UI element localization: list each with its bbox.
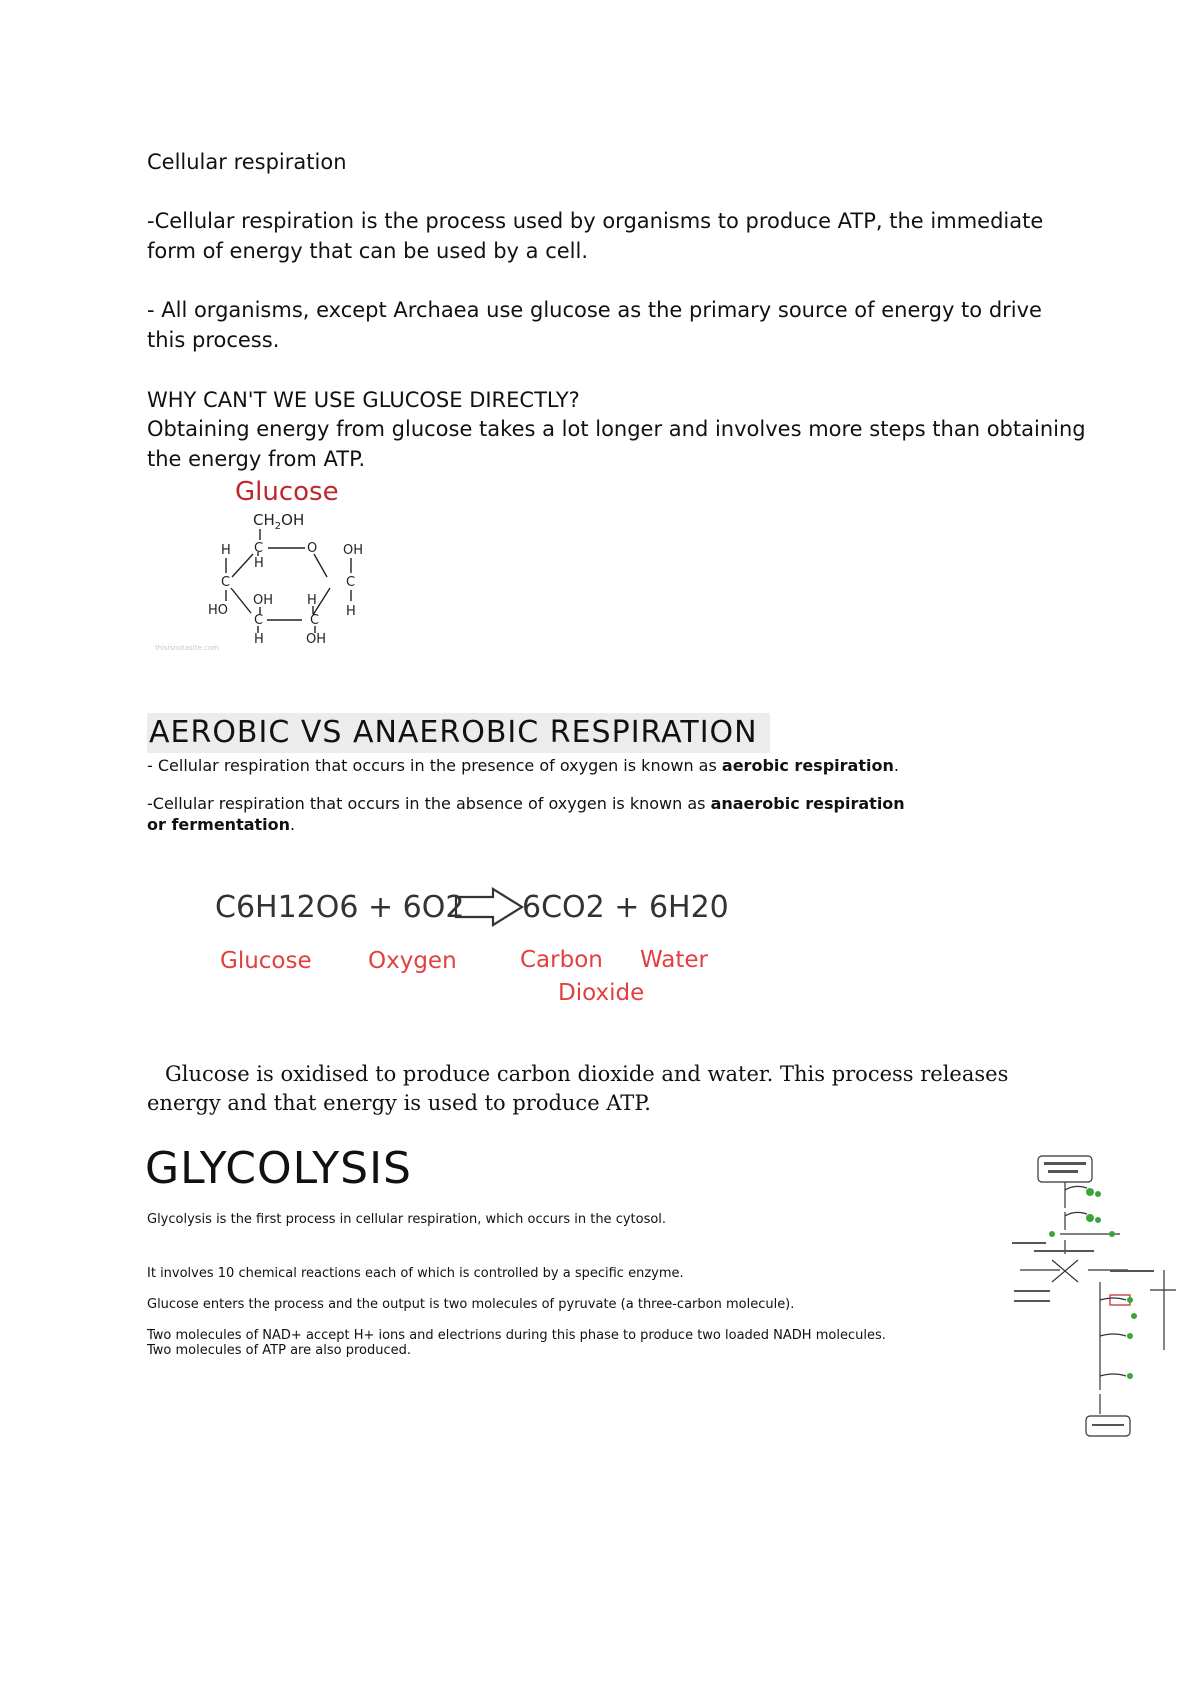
answer-paragraph: Obtaining energy from glucose takes a lot longer and involves more steps than obtaining the energy from ATP. — [147, 417, 1086, 471]
glycolysis-pathway-diagram — [1000, 1150, 1190, 1440]
aerobic-definition: - Cellular respiration that occurs in the presence of oxygen is known as aerobic respiration. — [147, 756, 899, 775]
glycolysis-paragraph-4: Two molecules of NAD+ accept H+ ions and electrions during this phase to produce two loaded NADH molecules. Two molecules of ATP are also produced. — [147, 1328, 886, 1358]
aerobic-heading: AEROBIC VS ANAEROBIC RESPIRATION — [147, 713, 770, 753]
label-water: Water — [640, 947, 708, 973]
svg-text:H: H — [254, 632, 264, 647]
svg-text:H: H — [221, 543, 231, 558]
ch2oh-label: CH — [253, 511, 275, 529]
question-heading: WHY CAN'T WE USE GLUCOSE DIRECTLY? — [147, 388, 580, 412]
svg-text:H: H — [254, 556, 264, 571]
reaction-arrow-icon — [456, 889, 522, 925]
paragraph-glucose-source: - All organisms, except Archaea use glucose as the primary source of energy to drive this process. — [147, 298, 1042, 352]
glycolysis-paragraph-2: It involves 10 chemical reactions each of which is controlled by a specific enzyme. — [147, 1266, 684, 1281]
svg-text:C: C — [310, 613, 320, 628]
svg-text:CH2OH: $CH_2OH$ — [253, 511, 305, 532]
label-dioxide: Dioxide — [558, 980, 645, 1006]
svg-text:HO: HO — [208, 603, 229, 618]
svg-text:OH: OH — [343, 543, 364, 558]
glycolysis-paragraph-3: Glucose enters the process and the output is two molecules of pyruvate (a three-carbon molecule). — [147, 1297, 795, 1312]
glycolysis-paragraph-1: Glycolysis is the first process in cellular respiration, which occurs in the cytosol. — [147, 1212, 667, 1227]
svg-text:OH: OH — [306, 632, 327, 647]
respiration-equation — [210, 885, 730, 1015]
svg-text:C: C — [221, 575, 231, 590]
svg-text:C: C — [254, 541, 264, 556]
anaerobic-definition: -Cellular respiration that occurs in the absence of oxygen is known as anaerobic respiration or fermentation. — [147, 794, 905, 834]
svg-text:H: H — [307, 593, 317, 608]
oxidation-paragraph: Glucose is oxidised to produce carbon dioxide and water. This process releases energy and that energy is used to produce ATP. — [147, 1062, 1009, 1115]
label-glucose: Glucose — [220, 948, 312, 974]
glycolysis-heading: GLYCOLYSIS — [145, 1143, 412, 1194]
equation-reactants: C6H12O6 + 6O2 — [215, 890, 465, 925]
svg-text:C: C — [346, 575, 356, 590]
equation-products: 6CO2 + 6H20 — [522, 890, 729, 925]
svg-text:H: H — [346, 604, 356, 619]
doc-title: Cellular respiration — [147, 150, 347, 174]
label-oxygen: Oxygen — [368, 948, 457, 974]
glucose-structure-diagram — [150, 470, 390, 660]
image-credit: thisisnotasite.com — [155, 644, 219, 652]
svg-text:C: C — [254, 613, 264, 628]
svg-text:OH: OH — [253, 593, 274, 608]
label-carbon: Carbon — [520, 947, 603, 973]
glucose-title: Glucose — [235, 477, 339, 507]
paragraph-atp: -Cellular respiration is the process used by organisms to produce ATP, the immediate form of energy that can be used by a cell. — [147, 209, 1044, 263]
svg-text:O: O — [307, 541, 318, 556]
